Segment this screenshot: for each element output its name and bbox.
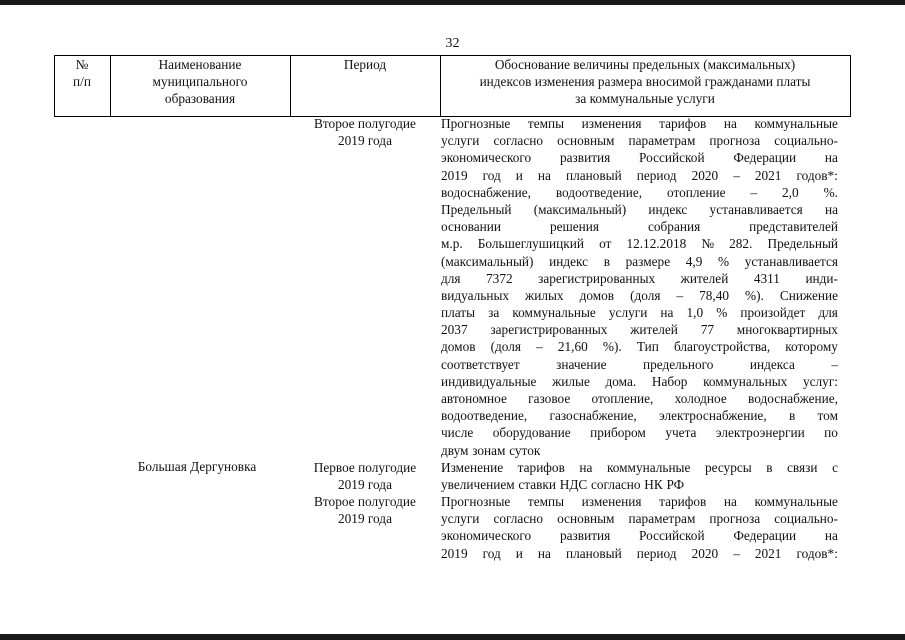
table-row-justification: Изменение тарифов на коммунальные ресурсы в связи с увеличением ставки НДС согласно НК РФ bbox=[441, 460, 838, 493]
page-number: 32 bbox=[445, 36, 460, 51]
header-period: Период bbox=[343, 57, 387, 72]
table-row-period: Второе полугодие 2019 года bbox=[314, 494, 416, 526]
scan-border-bottom bbox=[0, 634, 905, 640]
table-row-justification: Прогнозные темпы изменения тарифов на коммунальные услуги согласно основным параметрам прогноза социально- экономического развития Российской Федерации на 2019 год и на плановый период 2020 – 2021 годов*: водоснабжение, водоотведение, отопление – 2,0 %. Предельный (максимальный) индекс устанавливается на основании решения собрания представителей м.р. Большеглушицкий от 12.12.2018 № 282. Предельный (максимальный) индекс в размере 4,9 % устанавливается для 7372 зарегистрированных жителей 4311 инди- видуальных жилых домов (доля – 78,40 %). Снижение платы за коммунальные услуги на 1,0 % произойдет для 2037 зарегистрированных жителей 77 многоквартирных домов (доля – 21,60 %). Тип благоустройства, которому соответствует значение предельного индекса – индивидуальные жилые дома. Набор коммунальных услуг: автономное газовое отопление, холодное водоснабжение, водоотведение, газоснабжение, электроснабжение, в том числе оборудование прибором учета электроэнергии по двум зонам суток bbox=[441, 116, 838, 458]
scan-border-top bbox=[0, 0, 905, 5]
header-number: № п/п bbox=[73, 57, 91, 89]
table-row-period: Второе полугодие 2019 года bbox=[314, 116, 416, 148]
tariff-table bbox=[54, 55, 852, 621]
table-row-justification: Прогнозные темпы изменения тарифов на коммунальные услуги согласно основным параметрам прогноза социально- экономического развития Российской Федерации на 2019 год и на плановый период 2020 – 2021 годов*: bbox=[441, 494, 838, 561]
header-municipality: Наименование муниципального образования bbox=[152, 57, 248, 106]
table-row-municipality: Большая Дергуновка bbox=[137, 459, 257, 474]
table-row-period: Первое полугодие 2019 года bbox=[313, 460, 417, 492]
header-justification: Обоснование величины предельных (максимальных) индексов изменения размера вносимой гражданами платы за коммунальные услуги bbox=[479, 57, 811, 106]
table-border-right bbox=[850, 55, 851, 117]
